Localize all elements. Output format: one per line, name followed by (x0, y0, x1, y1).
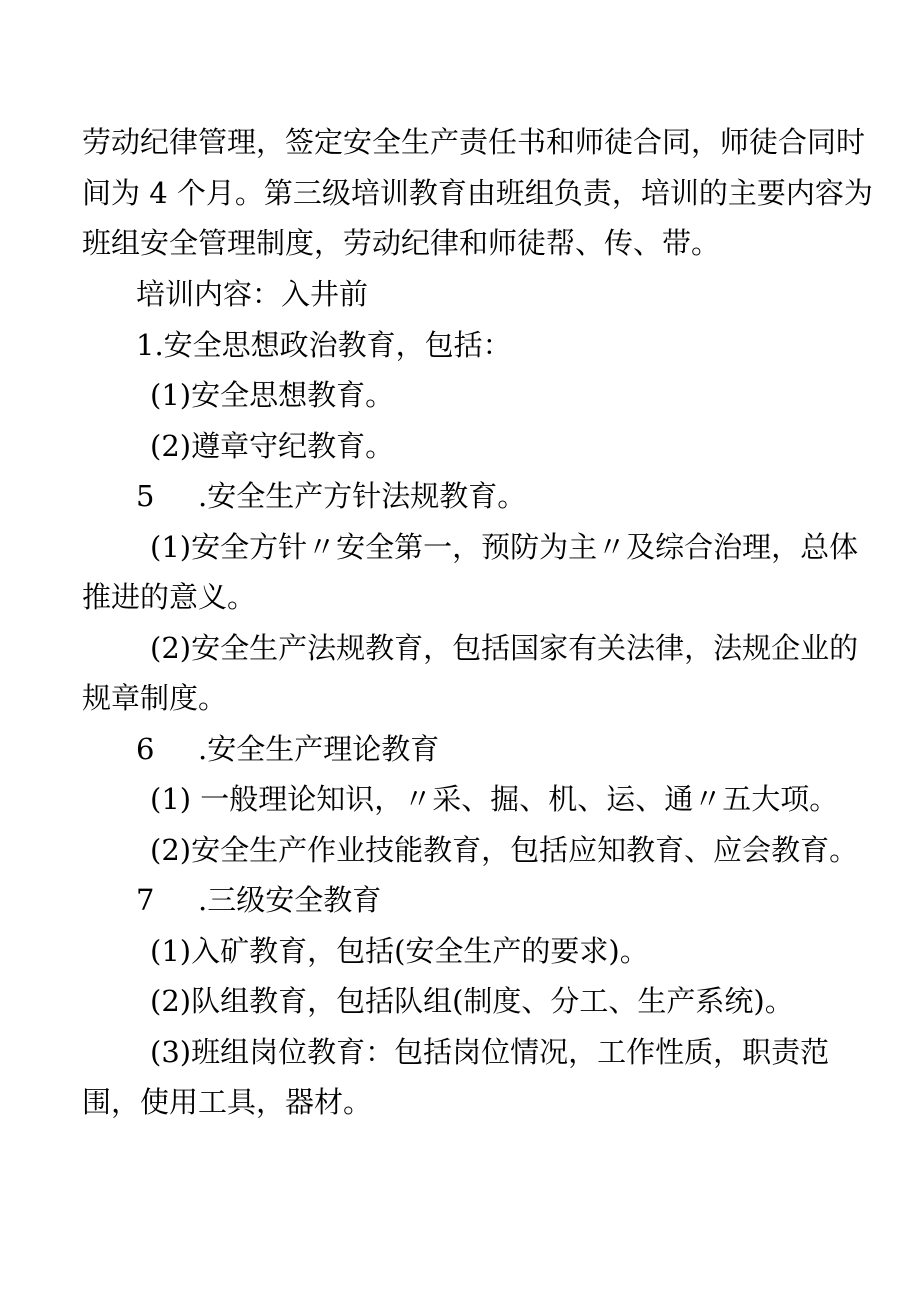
sub-list-item: (2)队组教育，包括队组(制度、分工、生产系统)。 (150, 984, 794, 1018)
list-item-text: .安全生产理论教育 (198, 732, 440, 766)
list-number: 5 (136, 479, 155, 513)
sub-list-item: (2)遵章守纪教育。 (150, 429, 395, 463)
paragraph-line: 间为 4 个月。第三级培训教育由班组负责，培训的主要内容为 (82, 176, 873, 210)
paragraph-line: 班组安全管理制度，劳动纪律和师徒帮、传、带。 (82, 226, 721, 260)
list-item: 1.安全思想政治教育，包括： (136, 328, 512, 362)
list-item (136, 880, 381, 920)
paragraph-line: 规章制度。 (82, 681, 228, 715)
paragraph-line: 推进的意义。 (82, 580, 257, 614)
sub-list-item: (1)入矿教育，包括(安全生产的要求)。 (150, 934, 649, 968)
sub-list-item: (1)安全思想教育。 (150, 378, 395, 412)
sub-list-item: (1) 一般理论知识，〃采、掘、机、运、通〃五大项。 (150, 782, 839, 816)
sub-list-item: (2)安全生产法规教育，包括国家有关法律，法规企业的 (150, 631, 859, 665)
list-number: 6 (136, 732, 155, 766)
section-heading: 培训内容：入井前 (136, 277, 369, 311)
sub-list-item: (3)班组岗位教育：包括岗位情况，工作性质，职责范 (150, 1035, 830, 1069)
list-number: 7 (136, 883, 155, 917)
list-item (136, 476, 526, 516)
list-item-text: .三级安全教育 (198, 883, 382, 917)
paragraph-line: 围，使用工具，器材。 (82, 1085, 373, 1119)
paragraph-line: 劳动纪律管理，签定安全生产责任书和师徒合同，师徒合同时 (82, 125, 866, 159)
list-item (136, 729, 439, 769)
list-item-text: .安全生产方针法规教育。 (198, 479, 527, 513)
sub-list-item: (2)安全生产作业技能教育，包括应知教育、应会教育。 (150, 833, 859, 867)
sub-list-item: (1)安全方针〃安全第一，预防为主〃及综合治理，总体 (150, 530, 859, 564)
